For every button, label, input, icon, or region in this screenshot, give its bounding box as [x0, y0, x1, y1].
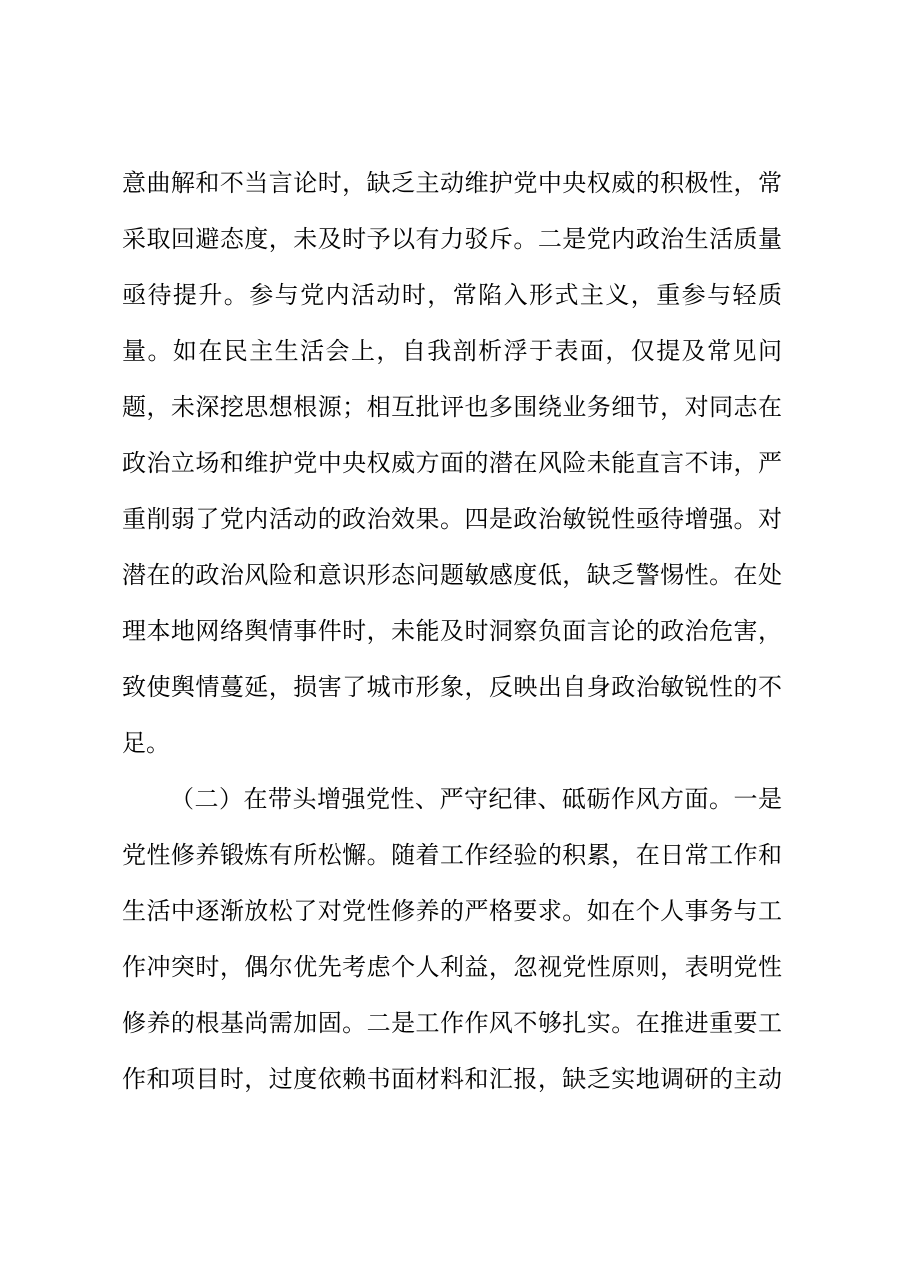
body-text-line: 重削弱了党内活动的政治效果。四是政治敏锐性亟待增强。对 — [122, 505, 782, 533]
body-text-line: 修养的根基尚需加固。二是工作作风不够扎实。在推进重要工 — [122, 1009, 782, 1037]
body-text-line: 量。如在民主生活会上，自我剖析浮于表面，仅提及常见问 — [122, 337, 782, 365]
body-text-line: 生活中逐渐放松了对党性修养的严格要求。如在个人事务与工 — [122, 897, 782, 925]
body-text-line: 亟待提升。参与党内活动时，常陷入形式主义，重参与轻质 — [122, 281, 782, 309]
body-text-line: 作冲突时，偶尔优先考虑个人利益，忽视党性原则，表明党性 — [122, 953, 782, 981]
body-text-line: 足。 — [122, 729, 170, 757]
body-text-line: 题，未深挖思想根源；相互批评也多围绕业务细节，对同志在 — [122, 393, 782, 421]
body-text-line: 党性修养锻炼有所松懈。随着工作经验的积累，在日常工作和 — [122, 841, 782, 869]
body-text-line: 意曲解和不当言论时，缺乏主动维护党中央权威的积极性，常 — [122, 169, 782, 197]
body-text-line: 潜在的政治风险和意识形态问题敏感度低，缺乏警惕性。在处 — [122, 561, 782, 589]
section-heading-line: （二）在带头增强党性、严守纪律、砥砺作风方面。一是 — [170, 785, 782, 813]
body-text-line: 作和项目时，过度依赖书面材料和汇报，缺乏实地调研的主动 — [122, 1065, 782, 1093]
body-text-line: 致使舆情蔓延，损害了城市形象，反映出自身政治敏锐性的不 — [122, 673, 782, 701]
body-text-line: 理本地网络舆情事件时，未能及时洞察负面言论的政治危害， — [122, 617, 782, 645]
body-text-line: 政治立场和维护党中央权威方面的潜在风险未能直言不讳，严 — [122, 449, 782, 477]
body-text-line: 采取回避态度，未及时予以有力驳斥。二是党内政治生活质量 — [122, 225, 782, 253]
